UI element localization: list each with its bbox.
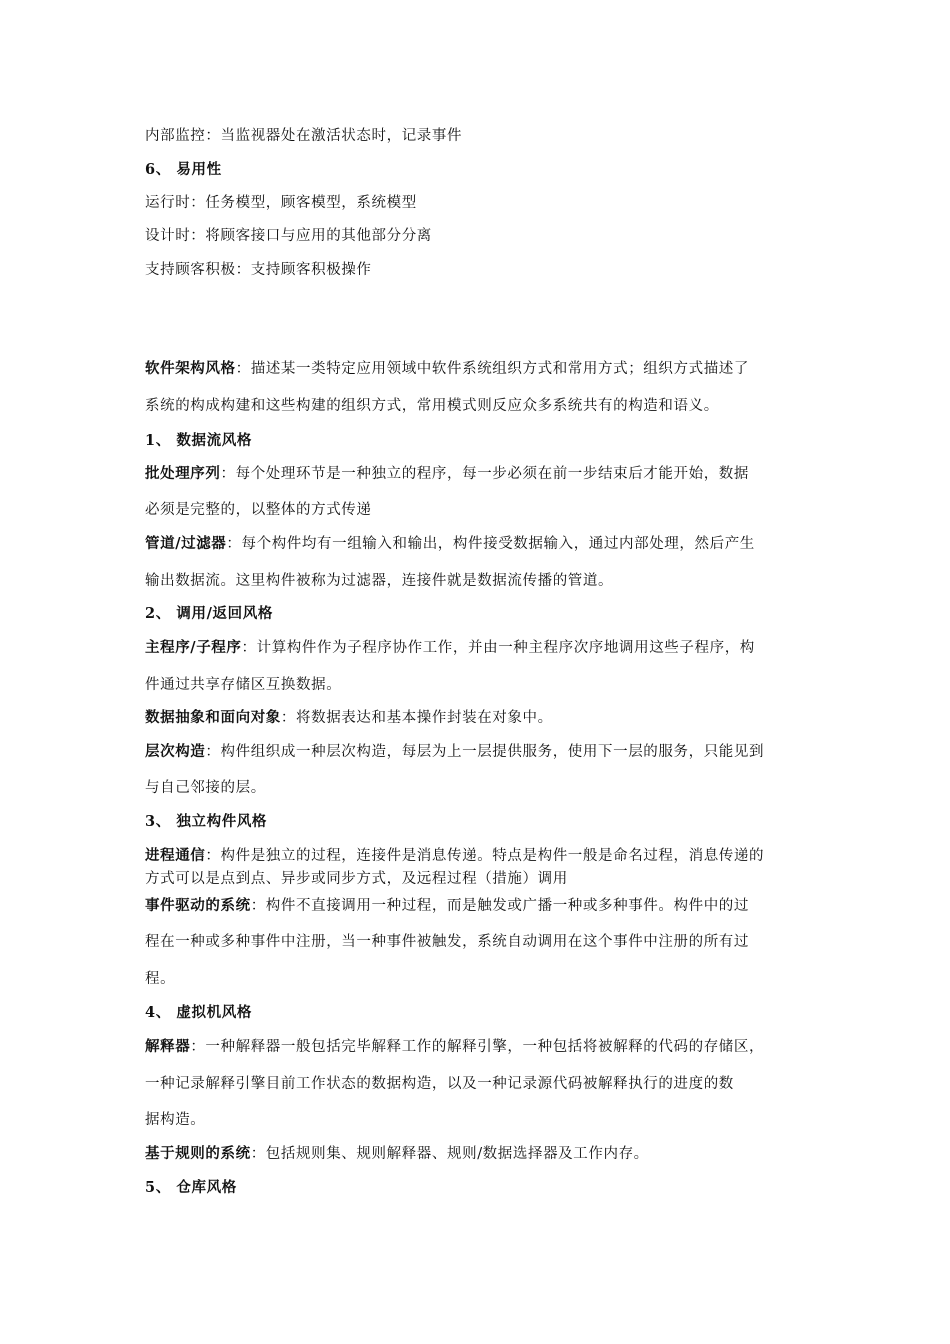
interp-line-1	[145, 1038, 815, 1056]
internal-monitor-line: 内部监控：当监视器处在激活状态时，记录事件	[145, 128, 463, 144]
interp-text-1: ：一种解释器一般包括完毕解释工作的解释引擎，一种包括将被解释的代码的存储区，	[190, 1039, 765, 1055]
main-text-1: ：计算构件作为子程序协作工作，并由一种主程序次序地调用这些子程序，构	[241, 640, 755, 656]
batch-line-2: 必须是完整的，以整体的方式传递	[145, 502, 372, 518]
runtime-line: 运行时：任务模型，顾客模型，系统模型	[145, 195, 417, 211]
event-line-2: 程在一种或多种事件中注册，当一种事件被触发，系统自动调用在这个事件中注册的所有过	[145, 934, 749, 950]
section-4-heading: 4、 虚拟机风格	[145, 1004, 252, 1021]
batch-line-1	[145, 465, 815, 483]
event-line-3: 程。	[145, 971, 176, 987]
layer-text-1: ：构件组织成一种层次构造，每层为上一层提供服务，使用下一层的服务，只能见到	[205, 744, 765, 760]
pipe-text-1: ：每个构件均有一组输入和输出，构件接受数据输入，通过内部处理，然后产生	[226, 536, 755, 552]
pipe-line-2: 输出数据流。这里构件被称为过滤器，连接件就是数据流传播的管道。	[145, 573, 614, 589]
event-term: 事件驱动的系统	[145, 897, 251, 914]
batch-text-1: ：每个处理环节是一种独立的程序，每一步必须在前一步结束后才能开始，数据	[220, 466, 749, 482]
layer-line-1	[145, 743, 815, 761]
layer-term: 层次构造	[145, 743, 206, 760]
main-line-1	[145, 639, 815, 657]
intro-term: 软件架构风格	[145, 360, 236, 377]
interp-line-2: 一种记录解释引擎目前工作状态的数据构造，以及一种记录源代码被解释执行的进度的数	[145, 1076, 734, 1092]
interp-line-3: 据构造。	[145, 1112, 206, 1128]
event-text-1: ：构件不直接调用一种过程，而是触发或广播一种或多种事件。构件中的过	[250, 898, 749, 914]
batch-term: 批处理序列	[145, 465, 221, 482]
rule-line	[145, 1145, 815, 1163]
rule-text: ：包括规则集、规则解释器、规则/数据选择器及工作内存。	[250, 1146, 649, 1162]
usability-heading: 6、 易用性	[145, 161, 222, 178]
proc-line-1	[145, 847, 815, 865]
oo-line	[145, 709, 815, 727]
section-5-heading: 5、 仓库风格	[145, 1179, 237, 1196]
proc-line-2: 方式可以是点到点、异步或同步方式，及远程过程（措施）调用	[145, 871, 568, 887]
proc-text-1: ：构件是独立的过程，连接件是消息传递。特点是构件一般是命名过程，消息传递的	[205, 848, 765, 864]
support-initiative-line: 支持顾客积极：支持顾客积极操作	[145, 262, 372, 278]
intro-text-1: ：描述某一类特定应用领域中软件系统组织方式和常用方式；组织方式描述了	[235, 361, 750, 377]
event-line-1	[145, 897, 815, 915]
main-term: 主程序/子程序	[145, 639, 242, 656]
proc-term: 进程通信	[145, 847, 206, 864]
rule-term: 基于规则的系统	[145, 1145, 251, 1162]
main-line-2: 件通过共享存储区互换数据。	[145, 677, 342, 693]
layer-line-2: 与自己邻接的层。	[145, 780, 266, 796]
interp-term: 解释器	[145, 1038, 191, 1055]
intro-line-1	[145, 360, 815, 378]
section-1-heading: 1、 数据流风格	[145, 432, 252, 449]
oo-term: 数据抽象和面向对象	[145, 709, 281, 726]
section-3-heading: 3、 独立构件风格	[145, 813, 268, 830]
pipe-term: 管道/过滤器	[145, 535, 227, 552]
oo-text: ：将数据表达和基本操作封装在对象中。	[280, 710, 553, 726]
designtime-line: 设计时：将顾客接口与应用的其他部分分离	[145, 228, 432, 244]
intro-line-2: 系统的构成构建和这些构建的组织方式，常用模式则反应众多系统共有的构造和语义。	[145, 398, 719, 414]
section-2-heading: 2、 调用/返回风格	[145, 605, 273, 622]
pipe-line-1	[145, 535, 815, 553]
